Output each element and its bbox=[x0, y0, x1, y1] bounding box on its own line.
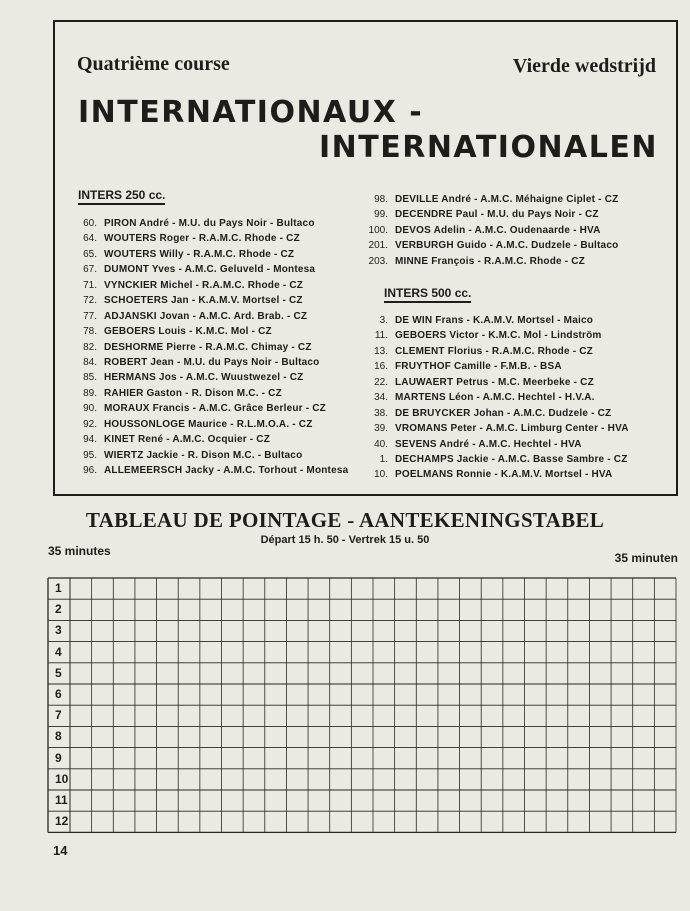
rider-number: 39. bbox=[374, 423, 388, 435]
rider-entry: FRUYTHOF Camille - F.M.B. - BSA bbox=[395, 361, 562, 373]
rider-entry: GEBOERS Victor - K.M.C. Mol - Lindström bbox=[395, 330, 602, 342]
rider-entry: WOUTERS Willy - R.A.M.C. Rhode - CZ bbox=[104, 248, 295, 260]
lap-row-label: 9 bbox=[55, 750, 62, 765]
rider-entry: DUMONT Yves - A.M.C. Geluveld - Montesa bbox=[104, 264, 316, 276]
rider-entry: VYNCKIER Michel - R.A.M.C. Rhode - CZ bbox=[104, 279, 304, 291]
rider-number: 67. bbox=[83, 264, 97, 276]
rider-number: 85. bbox=[83, 372, 97, 384]
rider-entry: DECHAMPS Jackie - A.M.C. Basse Sambre - CZ bbox=[395, 453, 628, 465]
rider-entry: MARTENS Léon - A.M.C. Hechtel - H.V.A. bbox=[395, 392, 595, 404]
rider-entry: ROBERT Jean - M.U. du Pays Noir - Bultaco bbox=[104, 356, 320, 368]
rider-number: 38. bbox=[374, 407, 388, 419]
race-label-nl: Vierde wedstrijd bbox=[512, 55, 656, 77]
rider-entry: CLEMENT Florius - R.A.M.C. Rhode - CZ bbox=[395, 345, 593, 357]
rider-number: 98. bbox=[374, 194, 388, 205]
rider-number: 95. bbox=[83, 449, 97, 461]
pointage-title: TABLEAU DE POINTAGE - AANTEKENINGSTABEL bbox=[85, 508, 605, 532]
rider-number: 34. bbox=[374, 392, 388, 404]
lap-row-label: 3 bbox=[55, 623, 62, 638]
rider-number: 84. bbox=[83, 356, 97, 368]
rider-entry: SCHOETERS Jan - K.A.M.V. Mortsel - CZ bbox=[104, 295, 303, 307]
rider-entry: DEVOS Adelin - A.M.C. Oudenaarde - HVA bbox=[395, 224, 601, 236]
rider-number: 60. bbox=[83, 218, 97, 229]
race-title-fr: INTERNATIONAUX - bbox=[78, 95, 424, 130]
rider-entry: DE BRUYCKER Johan - A.M.C. Dudzele - CZ bbox=[395, 407, 612, 419]
rider-entry: RAHIER Gaston - R. Dison M.C. - CZ bbox=[104, 387, 282, 399]
rider-number: 77. bbox=[83, 310, 97, 322]
lap-row-label: 1 bbox=[55, 581, 62, 595]
lap-row-label: 12 bbox=[55, 814, 69, 829]
rider-number: 3. bbox=[379, 315, 388, 326]
rider-number: 96. bbox=[83, 465, 97, 476]
rider-entry: GEBOERS Louis - K.M.C. Mol - CZ bbox=[104, 326, 272, 338]
rider-entry: VERBURGH Guido - A.M.C. Dudzele - Bultaco bbox=[395, 240, 619, 252]
rider-number: 203. bbox=[368, 255, 388, 267]
rider-number: 40. bbox=[374, 438, 388, 450]
lap-row-label: 4 bbox=[55, 644, 62, 659]
rider-entry: DEVILLE André - A.M.C. Méhaigne Ciplet - CZ bbox=[395, 194, 619, 205]
rider-entry: POELMANS Ronnie - K.A.M.V. Mortsel - HVA bbox=[395, 469, 613, 481]
rider-number: 92. bbox=[83, 418, 97, 430]
rider-entry: DECENDRE Paul - M.U. du Pays Noir - CZ bbox=[395, 209, 599, 221]
rider-entry: DESHORME Pierre - R.A.M.C. Chimay - CZ bbox=[104, 341, 312, 353]
inters-250-heading: INTERS 250 cc. bbox=[78, 188, 165, 205]
rider-number: 89. bbox=[83, 387, 97, 399]
inters-500-heading: INTERS 500 cc. bbox=[384, 286, 471, 303]
lap-row-label: 10 bbox=[55, 771, 69, 786]
rider-entry: SEVENS André - A.M.C. Hechtel - HVA bbox=[395, 438, 582, 450]
rider-number: 201. bbox=[368, 240, 388, 252]
rider-number: 90. bbox=[83, 403, 97, 415]
rider-number: 11. bbox=[374, 330, 388, 342]
rider-number: 72. bbox=[83, 295, 97, 307]
rider-number: 13. bbox=[374, 345, 388, 357]
rider-number: 65. bbox=[83, 248, 97, 260]
rider-number: 10. bbox=[374, 469, 388, 481]
rider-number: 99. bbox=[374, 209, 388, 221]
rider-entry: MORAUX Francis - A.M.C. Grâce Berleur - CZ bbox=[104, 403, 326, 415]
lap-row-label: 11 bbox=[55, 793, 68, 807]
rider-entry: WOUTERS Roger - R.A.M.C. Rhode - CZ bbox=[104, 233, 300, 245]
rider-entry: LAUWAERT Petrus - M.C. Meerbeke - CZ bbox=[395, 376, 594, 388]
rider-number: 1. bbox=[379, 453, 388, 465]
rider-number: 82. bbox=[83, 341, 97, 353]
rider-entry: ADJANSKI Jovan - A.M.C. Ard. Brab. - CZ bbox=[104, 310, 308, 322]
rider-number: 16. bbox=[374, 361, 388, 373]
rider-entry: HOUSSONLOGE Maurice - R.L.M.O.A. - CZ bbox=[104, 418, 313, 430]
rider-entry: WIERTZ Jackie - R. Dison M.C. - Bultaco bbox=[104, 449, 303, 461]
rider-number: 22. bbox=[374, 376, 388, 388]
rider-entry: HERMANS Jos - A.M.C. Wuustwezel - CZ bbox=[104, 372, 304, 384]
rider-entry: ALLEMEERSCH Jacky - A.M.C. Torhout - Montesa bbox=[104, 465, 349, 476]
lap-row-label: 7 bbox=[55, 708, 62, 723]
rider-number: 94. bbox=[83, 434, 97, 446]
page-number: 14 bbox=[53, 843, 68, 858]
rider-entry: DE WIN Frans - K.A.M.V. Mortsel - Maico bbox=[395, 315, 594, 326]
lap-row-label: 5 bbox=[55, 665, 62, 680]
rider-entry: VROMANS Peter - A.M.C. Limburg Center - HVA bbox=[395, 423, 629, 435]
rider-number: 64. bbox=[83, 233, 97, 245]
race-label-fr: Quatrième course bbox=[77, 53, 230, 75]
duration-nl: 35 minuten bbox=[614, 551, 678, 565]
duration-fr: 35 minutes bbox=[48, 544, 111, 558]
race-title-nl: INTERNATIONALEN bbox=[319, 130, 658, 165]
rider-number: 100. bbox=[368, 224, 388, 236]
lap-row-label: 6 bbox=[55, 687, 62, 701]
lap-row-label: 2 bbox=[55, 602, 62, 617]
rider-number: 78. bbox=[83, 326, 97, 338]
rider-entry: PIRON André - M.U. du Pays Noir - Bultaco bbox=[104, 218, 315, 229]
start-time: Départ 15 h. 50 - Vertrek 15 u. 50 bbox=[260, 534, 430, 546]
lap-row-label: 8 bbox=[55, 729, 62, 744]
rider-number: 71. bbox=[83, 279, 97, 291]
rider-entry: KINET René - A.M.C. Ocquier - CZ bbox=[104, 434, 271, 446]
rider-entry: MINNE François - R.A.M.C. Rhode - CZ bbox=[395, 255, 585, 267]
